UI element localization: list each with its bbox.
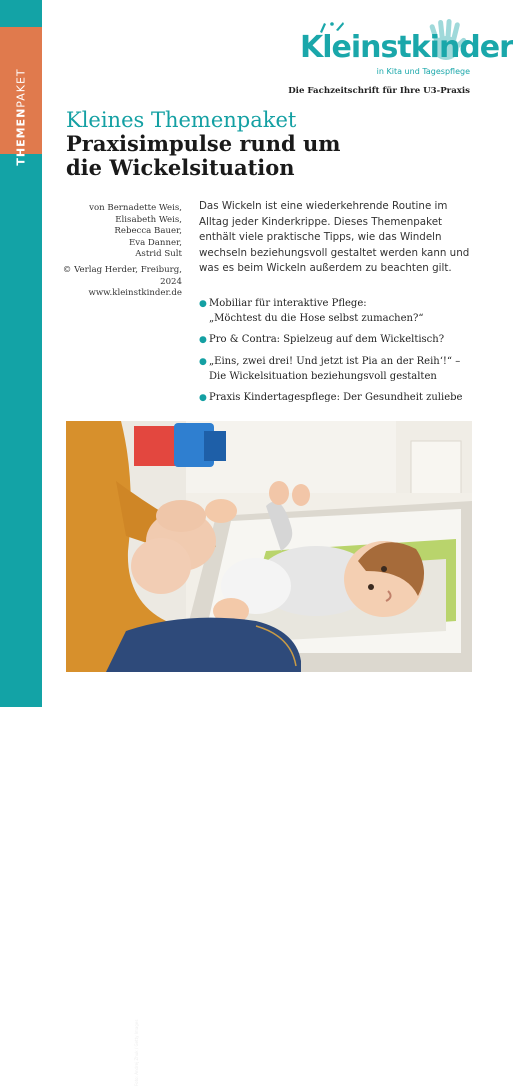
list-item bbox=[199, 296, 474, 326]
brand-logo bbox=[298, 18, 513, 88]
cover-photo bbox=[66, 421, 472, 1086]
tagline: Die Fachzeitschrift für Ihre U3-Praxis bbox=[288, 86, 470, 96]
page-kicker: Kleines Themenpaket bbox=[66, 108, 297, 132]
bullet-icon: ● bbox=[199, 356, 207, 367]
bullet-icon: ● bbox=[199, 299, 207, 309]
author-line: von Bernadette Weis, bbox=[89, 203, 182, 213]
list-item bbox=[199, 390, 474, 405]
topic-list bbox=[199, 296, 474, 411]
title-line: die Wickelsituation bbox=[66, 155, 295, 180]
topic-line: Die Wickelsituation beziehungsvoll gestalten bbox=[209, 370, 437, 382]
list-item bbox=[199, 332, 474, 347]
bullet-icon: ● bbox=[199, 335, 207, 346]
title-line: Praxisimpulse rund um bbox=[66, 131, 341, 156]
topic-line: Praxis Kindertagespflege: Der Gesundheit zuliebe bbox=[209, 392, 463, 404]
author-line: Eva Danner, bbox=[128, 237, 182, 248]
page-title bbox=[66, 132, 341, 180]
topic-line: „Möchtest du die Hose selbst zumachen?“ bbox=[209, 313, 424, 325]
logo-wordmark: Kleinstkinder bbox=[300, 30, 513, 65]
author-line: Elisabeth Weis, bbox=[115, 214, 182, 225]
publisher-info bbox=[62, 265, 182, 300]
bullet-icon: ● bbox=[199, 393, 207, 404]
topic-line: „Eins, zwei drei! Und jetzt ist Pia an der Reih‘!“ – bbox=[209, 355, 461, 367]
author-list bbox=[62, 203, 182, 261]
changing-table-illustration bbox=[66, 421, 472, 672]
tab-label: THEMENPAKET bbox=[14, 68, 28, 166]
author-line: Rebecca Bauer, bbox=[114, 226, 182, 237]
topic-line: Pro & Contra: Spielzeug auf dem Wickeltisch? bbox=[209, 334, 445, 346]
copyright-line: © Verlag Herder, Freiburg, 2024 bbox=[62, 265, 182, 287]
logo-subtitle: in Kita und Tagespflege bbox=[376, 67, 470, 76]
photo-credit: Foto: Andrej Zhuk / Getty Images bbox=[134, 1019, 139, 1086]
website-link[interactable]: www.kleinstkinder.de bbox=[88, 288, 182, 299]
list-item bbox=[199, 354, 474, 384]
themenpaket-tab bbox=[0, 27, 42, 166]
author-line: Astrid Sult bbox=[135, 249, 182, 260]
intro-paragraph: Das Wickeln ist eine wiederkehrende Routine im Alltag jeder Kinderkrippe. Dieses Themenpaket enthält viele praktische Tipps, wie das Windeln wechseln beziehungsvoll gestaltet werden kann und was es beim Wickeln außerdem zu beachten gilt. bbox=[199, 200, 470, 275]
topic-line: Mobiliar für interaktive Pflege: bbox=[209, 298, 367, 309]
